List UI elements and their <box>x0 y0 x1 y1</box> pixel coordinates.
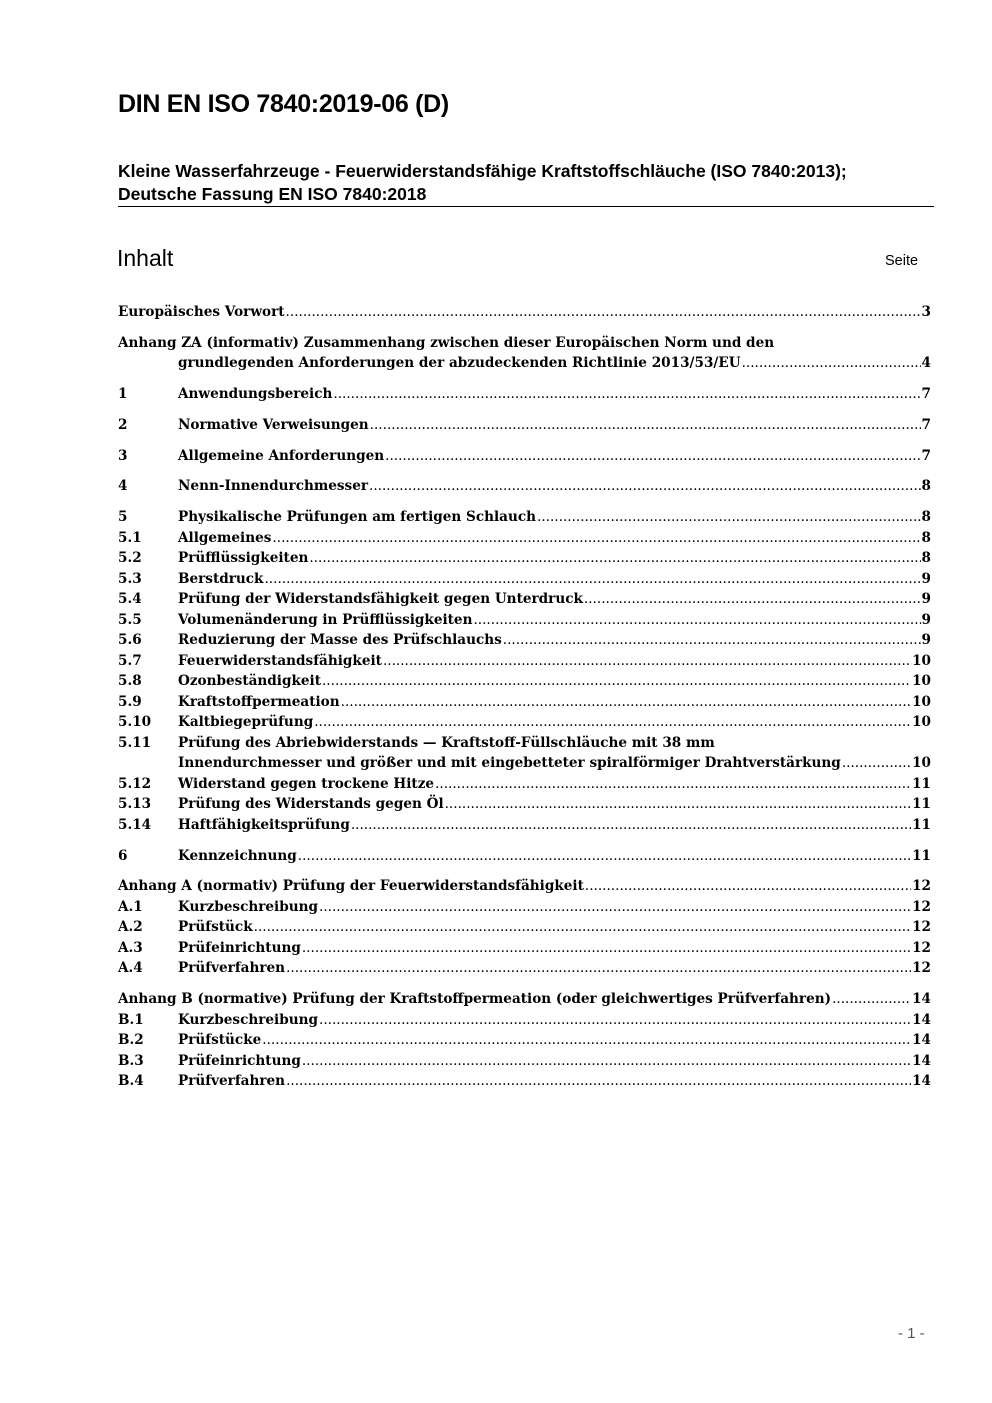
toc-entry-title: Berstdruck <box>178 570 264 587</box>
toc-entry[interactable] <box>118 546 931 567</box>
toc-entry-number: 5.2 <box>118 550 142 567</box>
toc-entry-title: Prüfung des Widerstands gegen Öl <box>178 796 444 813</box>
toc-leader-dots <box>272 530 920 546</box>
toc-entry-title: Kennzeichnung <box>178 847 297 864</box>
toc-entry-number: 3 <box>118 447 128 464</box>
toc-entry-title: Widerstand gegen trockene Hitze <box>178 775 435 792</box>
toc-entry[interactable] <box>118 844 931 865</box>
toc-leader-dots <box>314 714 911 730</box>
toc-leader-dots <box>319 1012 911 1028</box>
toc-entry-number: 5.3 <box>118 570 142 587</box>
toc-entry-number: 5.13 <box>118 796 152 813</box>
toc-entry-number: A.3 <box>118 939 143 956</box>
toc-entry-page: 8 <box>921 550 931 567</box>
document-subtitle: Kleine Wasserfahrzeuge - Feuerwiderstandsfähige Kraftstoffschläuche (ISO 7840:2013); Deutsche Fassung EN ISO 7840:2018 <box>118 161 847 204</box>
toc-entry-title: Prüfstücke <box>178 1032 262 1049</box>
toc-entry-page: 7 <box>921 386 931 403</box>
toc-entry-number: 5.14 <box>118 816 152 833</box>
toc-entry-title: Physikalische Prüfungen am fertigen Schlauch <box>178 509 537 526</box>
toc-entry-page: 14 <box>912 1032 931 1049</box>
toc-entry-title: Nenn-Innendurchmesser <box>178 478 369 495</box>
toc-entry-title: Prüfstück <box>178 919 253 936</box>
toc-leader-dots <box>302 940 911 956</box>
toc-entry-page: 14 <box>912 1052 931 1069</box>
toc-entry-page: 12 <box>912 919 931 936</box>
toc-entry[interactable] <box>118 895 931 916</box>
toc-page-column-label: Seite <box>885 253 919 269</box>
toc-entry[interactable] <box>118 300 931 321</box>
toc-entry-title: Feuerwiderstandsfähigkeit <box>178 652 382 669</box>
toc-leader-dots <box>286 1073 911 1089</box>
toc-entry-page: 10 <box>912 693 931 710</box>
toc-entry-number: B.2 <box>118 1032 144 1049</box>
toc-entry-title: grundlegenden Anforderungen der abzudeckenden Richtlinie 2013/53/EU <box>178 355 741 372</box>
toc-entry-number: 5.4 <box>118 591 142 608</box>
toc-entry[interactable] <box>118 987 931 1008</box>
toc-entry-title: Prüfflüssigkeiten <box>178 550 309 567</box>
toc-leader-dots <box>742 355 921 371</box>
toc-entry-page: 12 <box>912 898 931 915</box>
toc-entry-page: 11 <box>912 847 931 864</box>
toc-leader-dots <box>319 899 911 915</box>
toc-leader-dots <box>302 1053 911 1069</box>
toc-leader-dots <box>584 591 921 607</box>
toc-leader-dots <box>445 796 911 812</box>
toc-entry-title: Innendurchmesser und größer und mit eingebetteter spiralförmiger Drahtverstärkung <box>178 755 841 772</box>
toc-entry-number: 1 <box>118 386 128 403</box>
toc-entry-page: 7 <box>921 447 931 464</box>
toc-leader-dots <box>832 991 911 1007</box>
toc-entry[interactable] <box>118 772 931 793</box>
toc-entry-title: Ozonbeständigkeit <box>178 673 321 690</box>
toc-entry[interactable] <box>118 915 931 936</box>
toc-leader-dots <box>262 1032 911 1048</box>
toc-entry-number: A.1 <box>118 898 143 915</box>
toc-entry-page: 11 <box>912 816 931 833</box>
toc-entry-title: Kraftstoffpermeation <box>178 693 340 710</box>
toc-entry-number: B.3 <box>118 1052 144 1069</box>
toc-leader-dots <box>385 448 920 464</box>
toc-entry-title: Prüfeinrichtung <box>178 1052 301 1069</box>
toc-entry-page: 9 <box>921 632 931 649</box>
toc-entry-page: 14 <box>912 1073 931 1090</box>
toc-leader-dots <box>503 632 921 648</box>
toc-entry-page: 14 <box>912 1011 931 1028</box>
toc-entry-number: 5.6 <box>118 632 142 649</box>
toc-leader-dots <box>341 694 911 710</box>
toc-entry-number: 5.5 <box>118 611 142 628</box>
toc-entry-title: Reduzierung der Masse des Prüfschlauchs <box>178 632 502 649</box>
toc-leader-dots <box>351 817 911 833</box>
toc-entry-title: Prüfeinrichtung <box>178 939 301 956</box>
toc-entry-page: 9 <box>921 570 931 587</box>
toc-entry-page: 7 <box>921 416 931 433</box>
toc-entry-page: 12 <box>912 878 931 895</box>
page-number: - 1 - <box>898 1325 925 1342</box>
toc-entry[interactable] <box>118 669 931 690</box>
toc-leader-dots <box>333 386 920 402</box>
toc-entry-number: B.4 <box>118 1073 144 1090</box>
toc-entry-number: 5.10 <box>118 714 152 731</box>
toc-entry[interactable] <box>118 792 931 813</box>
toc-entry[interactable] <box>118 382 931 403</box>
toc-entry[interactable] <box>118 413 931 434</box>
toc-entry-number: 5.12 <box>118 775 152 792</box>
toc-entry-title: Volumenänderung in Prüfflüssigkeiten <box>178 611 473 628</box>
toc-entry-title: Kurzbeschreibung <box>178 1011 318 1028</box>
toc-entry-continuation[interactable] <box>118 751 931 772</box>
toc-leader-dots <box>322 673 911 689</box>
toc-leader-dots <box>286 960 911 976</box>
toc-entry-number: 5 <box>118 509 128 526</box>
toc-entry-page: 10 <box>912 673 931 690</box>
toc-entry[interactable] <box>118 710 931 731</box>
toc-heading: Inhalt <box>117 245 174 271</box>
toc-entry[interactable] <box>118 813 931 834</box>
toc-entry-title: Anhang B (normative) Prüfung der Kraftstoffpermeation (oder gleichwertiges Prüfverfahren) <box>118 991 832 1008</box>
toc-entry[interactable] <box>118 331 931 352</box>
toc-entry[interactable] <box>118 649 931 670</box>
toc-entry-page: 10 <box>912 755 931 772</box>
toc-entry-page: 4 <box>921 355 931 372</box>
toc-entry[interactable] <box>118 444 931 465</box>
toc-entry-page: 8 <box>921 509 931 526</box>
toc-entry-title: Anhang A (normativ) Prüfung der Feuerwiderstandsfähigkeit <box>118 878 584 895</box>
toc-entry-number: 4 <box>118 478 128 495</box>
toc-leader-dots <box>585 878 911 894</box>
toc-entry[interactable] <box>118 587 931 608</box>
toc-entry[interactable] <box>118 1008 931 1029</box>
toc-entry-number: 2 <box>118 416 128 433</box>
toc-entry-number: A.2 <box>118 919 143 936</box>
toc-leader-dots <box>369 478 921 494</box>
toc-entry-number: 5.11 <box>118 734 152 751</box>
toc-entry-number: 6 <box>118 847 128 864</box>
toc-entry-number: A.4 <box>118 960 143 977</box>
toc-entry[interactable] <box>118 690 931 711</box>
toc-entry[interactable] <box>118 526 931 547</box>
toc-leader-dots <box>254 919 911 935</box>
toc-entry-number: 5.8 <box>118 673 142 690</box>
toc-entry[interactable] <box>118 731 931 752</box>
toc-leader-dots <box>286 304 921 320</box>
toc-leader-dots <box>309 550 920 566</box>
toc-entry[interactable] <box>118 474 931 495</box>
toc-entry[interactable] <box>118 505 931 526</box>
toc-entry-continuation[interactable] <box>118 351 931 372</box>
toc-entry-title-line1: Anhang ZA (informativ) Zusammenhang zwischen dieser Europäischen Norm und den <box>118 334 775 351</box>
toc-entry-title: Prüfung der Widerstandsfähigkeit gegen Unterdruck <box>178 591 583 608</box>
toc-leader-dots <box>537 509 921 525</box>
toc-entry-title: Kurzbeschreibung <box>178 898 318 915</box>
toc-entry-number: 5.7 <box>118 652 142 669</box>
toc-entry-title: Normative Verweisungen <box>178 416 369 433</box>
toc-entry-number: B.1 <box>118 1011 144 1028</box>
toc-entry[interactable] <box>118 608 931 629</box>
toc-entry[interactable] <box>118 956 931 977</box>
toc-entry-title: Anwendungsbereich <box>178 386 333 403</box>
toc-entry-page: 11 <box>912 775 931 792</box>
toc-entry-title: Kaltbiegeprüfung <box>178 714 314 731</box>
toc-entry[interactable] <box>118 874 931 895</box>
toc-entry-page: 12 <box>912 939 931 956</box>
toc-entry-page: 3 <box>921 304 931 320</box>
toc-entry-page: 10 <box>912 714 931 731</box>
toc-leader-dots <box>370 417 921 433</box>
toc-entry-page: 12 <box>912 960 931 977</box>
toc-entry-page: 8 <box>921 478 931 495</box>
toc-entry[interactable] <box>118 567 931 588</box>
toc-entry-page: 14 <box>912 991 931 1008</box>
toc-entry[interactable] <box>118 628 931 649</box>
toc-entry[interactable] <box>118 1049 931 1070</box>
toc-entry-title-line1: Prüfung des Abriebwiderstands — Kraftstoff-Füllschläuche mit 38 mm <box>178 734 715 751</box>
toc-entry-title: Allgemeines <box>178 529 272 546</box>
toc-entry-page: 11 <box>912 796 931 813</box>
toc-entry-page: 10 <box>912 652 931 669</box>
toc-entry[interactable] <box>118 1028 931 1049</box>
document-title: DIN EN ISO 7840:2019-06 (D) <box>118 90 449 118</box>
toc-entry-number: 5.9 <box>118 693 142 710</box>
toc-entry-number: 5.1 <box>118 529 142 546</box>
toc-leader-dots <box>383 653 911 669</box>
toc-entry[interactable] <box>118 936 931 957</box>
toc-entry-title: Allgemeine Anforderungen <box>178 447 385 464</box>
toc-entry-title: Prüfverfahren <box>178 1073 286 1090</box>
toc-entry-page: 9 <box>921 591 931 608</box>
header-divider <box>118 206 934 207</box>
toc-entry-title: Europäisches Vorwort <box>118 304 285 320</box>
table-of-contents <box>118 300 931 1090</box>
toc-entry-page: 8 <box>921 529 931 546</box>
toc-leader-dots <box>298 848 911 864</box>
toc-entry-title: Prüfverfahren <box>178 960 286 977</box>
toc-leader-dots <box>842 755 911 771</box>
toc-entry[interactable] <box>118 1069 931 1090</box>
toc-leader-dots <box>473 612 920 628</box>
toc-entry-title: Haftfähigkeitsprüfung <box>178 816 350 833</box>
toc-leader-dots <box>264 571 920 587</box>
toc-leader-dots <box>435 776 911 792</box>
toc-entry-page: 9 <box>921 611 931 628</box>
